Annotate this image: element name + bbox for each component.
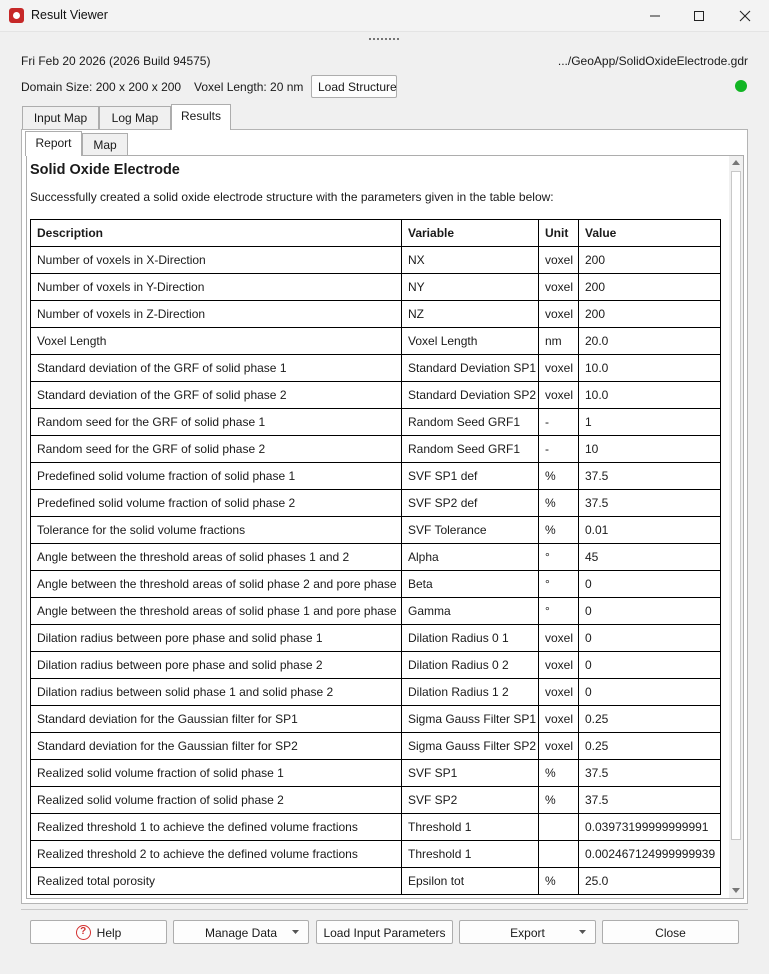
file-path-label: .../GeoApp/SolidOxideElectrode.gdr bbox=[557, 54, 748, 68]
table-row bbox=[31, 328, 721, 355]
cell-variable: Random Seed GRF1 bbox=[402, 409, 539, 436]
chevron-down-icon bbox=[732, 888, 740, 894]
scroll-down-button[interactable] bbox=[729, 884, 743, 898]
title-bar bbox=[0, 0, 769, 32]
maximize-button[interactable] bbox=[676, 0, 722, 32]
cell-unit: voxel bbox=[539, 625, 579, 652]
cell-description: Standard deviation of the GRF of solid phase 2 bbox=[31, 382, 402, 409]
cell-variable: Dilation Radius 1 2 bbox=[402, 679, 539, 706]
table-row bbox=[31, 706, 721, 733]
table-row bbox=[31, 382, 721, 409]
cell-value: 45 bbox=[579, 544, 721, 571]
subtab-map[interactable]: Map bbox=[82, 133, 128, 155]
cell-variable: Threshold 1 bbox=[402, 814, 539, 841]
cell-value: 37.5 bbox=[579, 787, 721, 814]
cell-unit: ° bbox=[539, 571, 579, 598]
table-header-row bbox=[31, 220, 721, 247]
manage-data-button[interactable] bbox=[173, 920, 309, 944]
cell-value: 1 bbox=[579, 409, 721, 436]
table-row bbox=[31, 409, 721, 436]
cell-variable: NX bbox=[402, 247, 539, 274]
cell-description: Dilation radius between solid phase 1 and solid phase 2 bbox=[31, 679, 402, 706]
help-label: Help bbox=[96, 926, 122, 940]
minimize-icon bbox=[649, 10, 661, 22]
cell-unit bbox=[539, 841, 579, 868]
close-icon bbox=[739, 10, 751, 22]
voxel-length-label: Voxel Length: 20 nm bbox=[194, 80, 304, 94]
cell-variable: Standard Deviation SP1 bbox=[402, 355, 539, 382]
cell-value: 20.0 bbox=[579, 328, 721, 355]
table-row bbox=[31, 760, 721, 787]
report-intro: Successfully created a solid oxide electrode structure with the parameters given in the table below: bbox=[30, 190, 554, 204]
table-row bbox=[31, 490, 721, 517]
subtab-report[interactable]: Report bbox=[25, 131, 82, 156]
cell-unit: voxel bbox=[539, 652, 579, 679]
table-row bbox=[31, 625, 721, 652]
report-title: Solid Oxide Electrode bbox=[30, 162, 180, 178]
cell-variable: SVF Tolerance bbox=[402, 517, 539, 544]
dropdown-arrow-icon bbox=[292, 930, 299, 934]
table-row bbox=[31, 544, 721, 571]
cell-description: Number of voxels in X-Direction bbox=[31, 247, 402, 274]
cell-unit: ° bbox=[539, 598, 579, 625]
tab-input-map[interactable]: Input Map bbox=[22, 106, 99, 130]
cell-unit: % bbox=[539, 463, 579, 490]
datetime-label: Fri Feb 20 2026 (2026 Build 94575) bbox=[21, 54, 211, 68]
cell-unit: - bbox=[539, 436, 579, 463]
cell-description: Number of voxels in Z-Direction bbox=[31, 301, 402, 328]
cell-variable: SVF SP1 bbox=[402, 760, 539, 787]
cell-variable: Gamma bbox=[402, 598, 539, 625]
cell-description: Dilation radius between pore phase and solid phase 1 bbox=[31, 625, 402, 652]
cell-value: 200 bbox=[579, 247, 721, 274]
maximize-icon bbox=[693, 10, 705, 22]
chevron-up-icon bbox=[732, 160, 740, 166]
cell-variable: Beta bbox=[402, 571, 539, 598]
cell-unit: - bbox=[539, 409, 579, 436]
table-row bbox=[31, 517, 721, 544]
table-row bbox=[31, 355, 721, 382]
cell-variable: NZ bbox=[402, 301, 539, 328]
column-header-description: Description bbox=[31, 220, 402, 247]
table-row bbox=[31, 301, 721, 328]
table-row bbox=[31, 436, 721, 463]
cell-description: Random seed for the GRF of solid phase 2 bbox=[31, 436, 402, 463]
load-input-parameters-button[interactable]: Load Input Parameters bbox=[316, 920, 453, 944]
table-row bbox=[31, 571, 721, 598]
cell-description: Random seed for the GRF of solid phase 1 bbox=[31, 409, 402, 436]
app-logo-icon bbox=[9, 8, 24, 23]
scroll-thumb[interactable] bbox=[731, 171, 741, 840]
cell-value: 0 bbox=[579, 652, 721, 679]
cell-value: 0.25 bbox=[579, 706, 721, 733]
table-row bbox=[31, 463, 721, 490]
cell-description: Realized threshold 2 to achieve the defined volume fractions bbox=[31, 841, 402, 868]
cell-unit: voxel bbox=[539, 274, 579, 301]
dropdown-arrow-icon bbox=[579, 930, 586, 934]
cell-value: 200 bbox=[579, 274, 721, 301]
cell-description: Angle between the threshold areas of solid phase 1 and pore phase bbox=[31, 598, 402, 625]
export-label: Export bbox=[510, 926, 545, 940]
table-row bbox=[31, 814, 721, 841]
cell-description: Angle between the threshold areas of solid phase 2 and pore phase bbox=[31, 571, 402, 598]
cell-unit: voxel bbox=[539, 679, 579, 706]
cell-description: Standard deviation of the GRF of solid phase 1 bbox=[31, 355, 402, 382]
cell-description: Realized solid volume fraction of solid phase 1 bbox=[31, 760, 402, 787]
cell-value: 0.25 bbox=[579, 733, 721, 760]
load-structure-button[interactable]: Load Structure bbox=[311, 75, 397, 98]
cell-variable: Alpha bbox=[402, 544, 539, 571]
cell-description: Realized solid volume fraction of solid phase 2 bbox=[31, 787, 402, 814]
cell-value: 37.5 bbox=[579, 760, 721, 787]
cell-value: 10.0 bbox=[579, 382, 721, 409]
help-button[interactable] bbox=[30, 920, 167, 944]
cell-description: Dilation radius between pore phase and solid phase 2 bbox=[31, 652, 402, 679]
cell-value: 0 bbox=[579, 571, 721, 598]
table-row bbox=[31, 652, 721, 679]
table-row bbox=[31, 841, 721, 868]
table-row bbox=[31, 679, 721, 706]
cell-unit: nm bbox=[539, 328, 579, 355]
cell-value: 0 bbox=[579, 679, 721, 706]
parameters-table bbox=[30, 219, 721, 895]
table-row bbox=[31, 787, 721, 814]
cell-unit: voxel bbox=[539, 706, 579, 733]
cell-unit: voxel bbox=[539, 355, 579, 382]
cell-value: 0 bbox=[579, 625, 721, 652]
cell-unit: % bbox=[539, 787, 579, 814]
cell-value: 0 bbox=[579, 598, 721, 625]
close-button[interactable]: Close bbox=[602, 920, 739, 944]
manage-data-label: Manage Data bbox=[204, 926, 278, 940]
cell-description: Number of voxels in Y-Direction bbox=[31, 274, 402, 301]
minimize-button[interactable] bbox=[632, 0, 678, 32]
status-indicator bbox=[735, 80, 747, 92]
report-scrollbar[interactable] bbox=[729, 156, 743, 898]
table-row bbox=[31, 868, 721, 895]
window-title: Result Viewer bbox=[31, 8, 108, 22]
cell-description: Voxel Length bbox=[31, 328, 402, 355]
cell-value: 37.5 bbox=[579, 463, 721, 490]
cell-variable: Dilation Radius 0 1 bbox=[402, 625, 539, 652]
help-icon: ? bbox=[76, 925, 91, 940]
cell-variable: NY bbox=[402, 274, 539, 301]
cell-unit: voxel bbox=[539, 382, 579, 409]
table-row bbox=[31, 247, 721, 274]
cell-value: 10 bbox=[579, 436, 721, 463]
cell-description: Standard deviation for the Gaussian filter for SP2 bbox=[31, 733, 402, 760]
cell-unit: % bbox=[539, 517, 579, 544]
cell-variable: Random Seed GRF1 bbox=[402, 436, 539, 463]
cell-description: Angle between the threshold areas of solid phases 1 and 2 bbox=[31, 544, 402, 571]
column-header-variable: Variable bbox=[402, 220, 539, 247]
tab-results[interactable]: Results bbox=[171, 104, 231, 130]
cell-variable: SVF SP1 def bbox=[402, 463, 539, 490]
column-header-value: Value bbox=[579, 220, 721, 247]
cell-value: 37.5 bbox=[579, 490, 721, 517]
cell-variable: Threshold 1 bbox=[402, 841, 539, 868]
cell-unit bbox=[539, 814, 579, 841]
cell-value: 200 bbox=[579, 301, 721, 328]
cell-unit: % bbox=[539, 868, 579, 895]
cell-value: 10.0 bbox=[579, 355, 721, 382]
cell-description: Realized threshold 1 to achieve the defined volume fractions bbox=[31, 814, 402, 841]
cell-variable: SVF SP2 bbox=[402, 787, 539, 814]
table-row bbox=[31, 274, 721, 301]
cell-description: Tolerance for the solid volume fractions bbox=[31, 517, 402, 544]
column-header-unit: Unit bbox=[539, 220, 579, 247]
export-button[interactable] bbox=[459, 920, 596, 944]
cell-description: Standard deviation for the Gaussian filter for SP1 bbox=[31, 706, 402, 733]
cell-unit: ° bbox=[539, 544, 579, 571]
table-row bbox=[31, 733, 721, 760]
cell-description: Predefined solid volume fraction of solid phase 2 bbox=[31, 490, 402, 517]
cell-unit: voxel bbox=[539, 733, 579, 760]
cell-variable: Epsilon tot bbox=[402, 868, 539, 895]
tab-log-map[interactable]: Log Map bbox=[99, 106, 171, 130]
cell-unit: voxel bbox=[539, 247, 579, 274]
cell-unit: % bbox=[539, 490, 579, 517]
cell-value: 25.0 bbox=[579, 868, 721, 895]
cell-value: 0.01 bbox=[579, 517, 721, 544]
table-row bbox=[31, 598, 721, 625]
cell-value: 0.03973199999999991 bbox=[579, 814, 721, 841]
cell-variable: Sigma Gauss Filter SP2 bbox=[402, 733, 539, 760]
footer-divider bbox=[21, 909, 748, 910]
cell-description: Predefined solid volume fraction of solid phase 1 bbox=[31, 463, 402, 490]
cell-variable: Standard Deviation SP2 bbox=[402, 382, 539, 409]
splitter-handle[interactable] bbox=[368, 36, 400, 42]
scroll-up-button[interactable] bbox=[729, 156, 743, 170]
cell-description: Realized total porosity bbox=[31, 868, 402, 895]
window-close-button[interactable] bbox=[722, 0, 768, 32]
cell-unit: voxel bbox=[539, 301, 579, 328]
cell-variable: Dilation Radius 0 2 bbox=[402, 652, 539, 679]
domain-size-label: Domain Size: 200 x 200 x 200 bbox=[21, 80, 182, 94]
cell-variable: Voxel Length bbox=[402, 328, 539, 355]
cell-unit: % bbox=[539, 760, 579, 787]
cell-value: 0.002467124999999939 bbox=[579, 841, 721, 868]
cell-variable: Sigma Gauss Filter SP1 bbox=[402, 706, 539, 733]
cell-variable: SVF SP2 def bbox=[402, 490, 539, 517]
